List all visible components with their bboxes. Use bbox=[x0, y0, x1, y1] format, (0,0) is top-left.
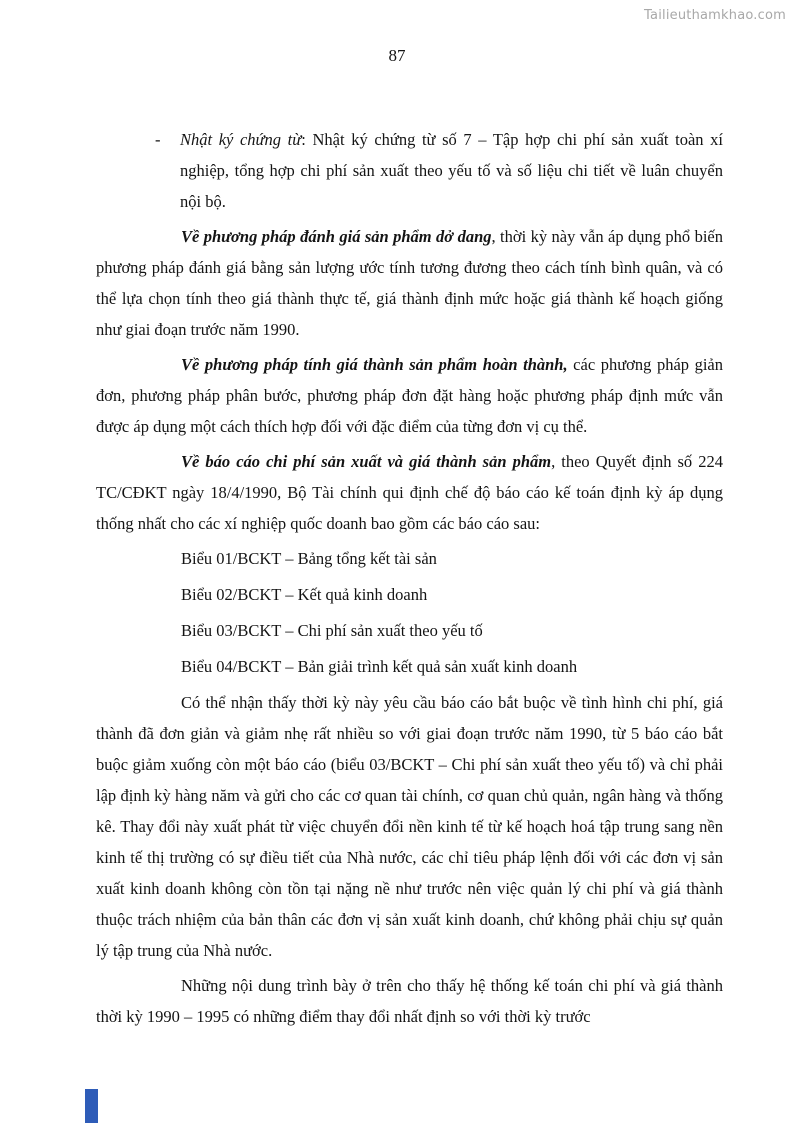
paragraph-lead: Về phương pháp đánh giá sản phẩm dở dang bbox=[181, 227, 492, 246]
paragraph-bao-cao-chi-phi bbox=[96, 446, 723, 539]
paragraph-text: các phương pháp giản đơn, phương pháp phân bước, phương pháp đơn đặt hàng hoặc phương pháp định mức vẫn được áp dụng một cách thích hợp đối với đặc điểm của từng đơn vị cụ thể. bbox=[96, 355, 723, 436]
page-content bbox=[96, 124, 723, 1036]
journal-item-text: : Nhật ký chứng từ số 7 – Tập hợp chi phí sản xuất toàn xí nghiệp, tổng hợp chi phí sản xuất theo yếu tố và số liệu chi tiết về luân chuyển nội bộ. bbox=[180, 130, 723, 211]
list-dash-marker: - bbox=[155, 130, 161, 149]
report-list-item: Biểu 04/BCKT – Bản giải trình kết quả sản xuất kinh doanh bbox=[181, 657, 578, 676]
paragraph-ket-luan: Những nội dung trình bày ở trên cho thấy hệ thống kế toán chi phí và giá thành thời kỳ 1990 – 1995 có những điểm thay đổi nhất định so với thời kỳ trước bbox=[96, 976, 723, 1026]
paragraph-danh-gia-san-pham-do-dang bbox=[96, 221, 723, 345]
paragraph-text: , theo Quyết định số 224 TC/CĐKT ngày 18/4/1990, Bộ Tài chính qui định chế độ báo cáo kế toán định kỳ áp dụng thống nhất cho các xí nghiệp quốc doanh bao gồm các báo cáo sau: bbox=[96, 452, 723, 533]
page-number: 87 bbox=[388, 46, 406, 65]
paragraph-lead: Về phương pháp tính giá thành sản phẩm hoàn thành, bbox=[181, 355, 568, 374]
journal-item-lead: Nhật ký chứng từ bbox=[180, 130, 302, 149]
journal-list-item bbox=[96, 124, 723, 217]
report-list-item: Biểu 03/BCKT – Chi phí sản xuất theo yếu tố bbox=[181, 621, 483, 640]
report-list-item: Biểu 01/BCKT – Bảng tổng kết tài sản bbox=[181, 549, 437, 568]
report-list-item: Biểu 02/BCKT – Kết quả kinh doanh bbox=[181, 585, 428, 604]
page-edge-marker bbox=[85, 1089, 98, 1123]
report-list bbox=[96, 543, 723, 682]
paragraph-lead: Về báo cáo chi phí sản xuất và giá thành sản phẩm bbox=[181, 452, 552, 471]
paragraph-tinh-gia-thanh bbox=[96, 349, 723, 442]
paragraph-text: , thời kỳ này vẫn áp dụng phổ biến phương pháp đánh giá bằng sản lượng ước tính tương đương theo cách tính bình quân, và có thể lựa chọn tính theo giá thành thực tế, giá thành định mức hoặc giá thành kế hoạch giống như giai đoạn trước năm 1990. bbox=[96, 227, 723, 339]
site-watermark: Tailieuthamkhao.com bbox=[644, 8, 786, 23]
paragraph-nhan-xet: Có thể nhận thấy thời kỳ này yêu cầu báo cáo bắt buộc về tình hình chi phí, giá thành đã đơn giản và giảm nhẹ rất nhiều so với giai đoạn trước năm 1990, từ 5 báo cáo bắt buộc giảm xuống còn một báo cáo (biểu 03/BCKT – Chi phí sản xuất theo yếu tố) và chỉ phải lập định kỳ hàng năm và gửi cho các cơ quan tài chính, cơ quan chủ quản, ngân hàng và thống kê. Thay đổi này xuất phát từ việc chuyển đổi nền kinh tế từ kế hoạch hoá tập trung sang nền kinh tế thị trường có sự điều tiết của Nhà nước, các chỉ tiêu pháp lệnh đối với các đơn vị sản xuất kinh doanh không còn tồn tại nặng nề như trước nên việc quản lý chi phí và giá thành thuộc trách nhiệm của bản thân các đơn vị sản xuất kinh doanh, chứ không phải chịu sự quản lý tập trung của Nhà nước. bbox=[96, 693, 723, 960]
